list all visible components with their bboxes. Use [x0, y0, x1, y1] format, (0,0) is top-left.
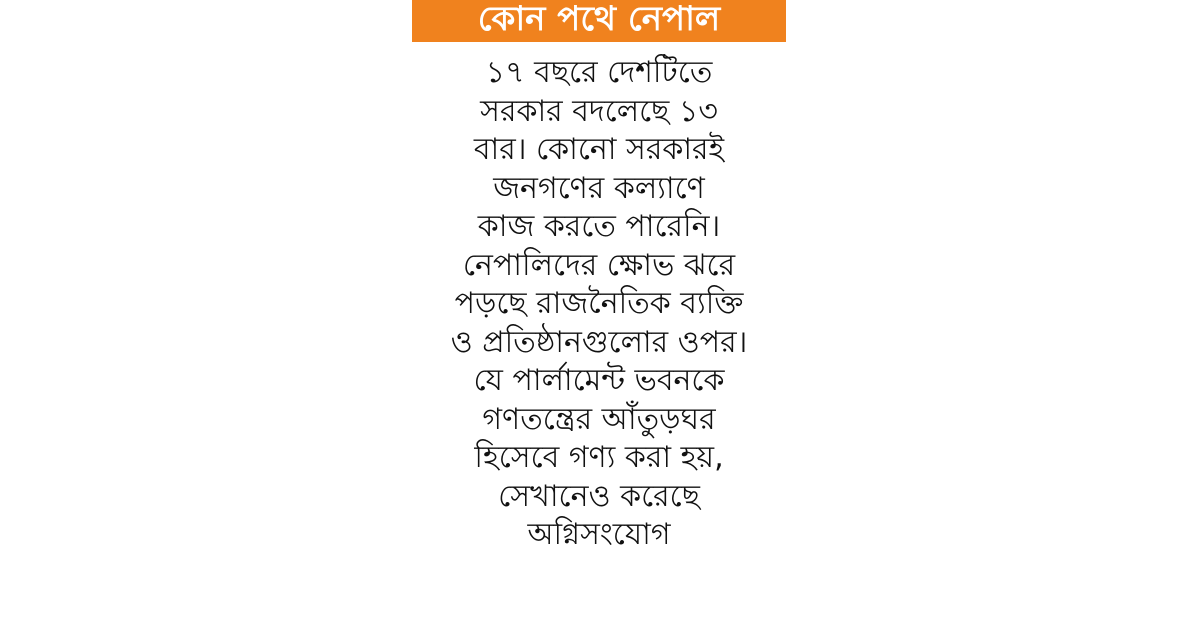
header-banner — [412, 0, 786, 42]
article-line: নেপালিদের ক্ষোভ ঝরে — [462, 247, 736, 283]
article-line: ১৭ বছরে দেশটিতে — [485, 55, 713, 90]
article-line: যে পার্লামেন্ট ভবনকে — [473, 363, 725, 398]
article-line: হিসেবে গণ্য করা হয়, — [474, 440, 724, 475]
article-line: কাজ করতে পারেনি। — [477, 209, 721, 244]
article-line: সরকার বদলেছে ১৩ — [480, 93, 718, 129]
article-line: অগ্নিসংযোগ — [527, 517, 671, 552]
article-line: সেখানেও করেছে — [498, 478, 700, 514]
article-body — [412, 54, 786, 630]
article-line: জনগণের কল্যাণে — [493, 170, 705, 206]
article-line: পড়ছে রাজনৈতিক ব্যক্তি — [454, 286, 744, 321]
article-line: ও প্রতিষ্ঠানগুলোর ওপর। — [450, 324, 748, 360]
article-line: গণতন্ত্রের আঁতুড়ঘর — [482, 401, 716, 437]
header-title: কোন পথে নেপাল — [477, 0, 721, 39]
article-line: বার। কোনো সরকারই — [473, 132, 725, 167]
